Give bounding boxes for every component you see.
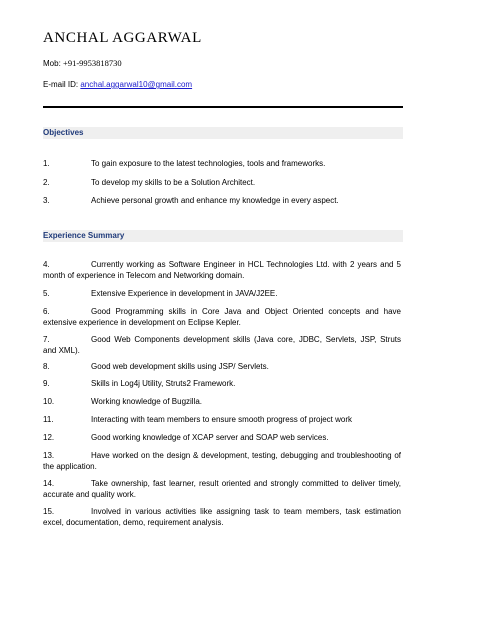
item-number: 13. xyxy=(43,451,55,460)
item-number: 1. xyxy=(43,159,50,168)
item-number: 3. xyxy=(43,196,50,205)
item-number: 8. xyxy=(43,362,50,371)
experience-heading: Experience Summary xyxy=(43,231,125,240)
list-item xyxy=(43,478,401,500)
list-item xyxy=(43,506,401,528)
item-number: 11. xyxy=(43,415,54,424)
item-text: Skills in Log4j Utility, Struts2 Framework. xyxy=(91,379,236,388)
email-line xyxy=(43,80,192,89)
list-item xyxy=(43,414,401,425)
list-item xyxy=(43,306,401,328)
item-number: 10. xyxy=(43,397,55,406)
item-text: Achieve personal growth and enhance my knowledge in every aspect. xyxy=(91,196,339,205)
item-text: Extensive Experience in development in JAVA/J2EE. xyxy=(91,289,278,298)
list-item xyxy=(43,396,401,407)
item-number: 14. xyxy=(43,479,55,488)
list-item xyxy=(43,432,401,443)
item-text: To develop my skills to be a Solution Architect. xyxy=(91,178,256,187)
item-text: Involved in various activities like assigning task to team members, task estimation excel, documentation, demo, requirement analysis. xyxy=(43,507,401,527)
candidate-name: ANCHAL AGGARWAL xyxy=(43,30,202,46)
list-item xyxy=(43,450,401,472)
list-item xyxy=(43,158,401,169)
item-number: 5. xyxy=(43,289,50,298)
item-number: 6. xyxy=(43,307,50,316)
list-item xyxy=(43,334,401,356)
item-number: 15. xyxy=(43,507,55,516)
item-text: Have worked on the design & development, testing, debugging and troubleshooting of the application. xyxy=(43,451,401,471)
item-text: Good Programming skills in Core Java and Object Oriented concepts and have extensive experience in development on Eclipse Kepler. xyxy=(43,307,401,327)
item-text: Currently working as Software Engineer in HCL Technologies Ltd. with 2 years and 5 month of experience in Telecom and Networking domain. xyxy=(43,260,401,280)
item-number: 12. xyxy=(43,433,55,442)
objectives-heading: Objectives xyxy=(43,128,84,137)
objectives-heading-bar xyxy=(43,127,403,139)
item-text: Interacting with team members to ensure smooth progress of project work xyxy=(91,415,352,424)
list-item xyxy=(43,195,401,206)
list-item xyxy=(43,378,401,389)
mobile-label: Mob: xyxy=(43,59,61,68)
item-text: Good web development skills using JSP/ Servlets. xyxy=(91,362,269,371)
list-item xyxy=(43,288,401,299)
item-number: 7. xyxy=(43,335,50,344)
item-text: Working knowledge of Bugzilla. xyxy=(91,397,203,406)
item-text: Take ownership, fast learner, result oriented and strongly committed to deliver timely, accurate and quality work. xyxy=(43,479,401,499)
email-label: E-mail ID: xyxy=(43,80,79,89)
item-number: 2. xyxy=(43,178,50,187)
mobile-line xyxy=(43,58,122,68)
mobile-number: +91-9953818730 xyxy=(63,58,122,68)
item-text: Good working knowledge of XCAP server and SOAP web services. xyxy=(91,433,329,442)
item-number: 9. xyxy=(43,379,50,388)
item-text: To gain exposure to the latest technologies, tools and frameworks. xyxy=(91,159,326,168)
header-divider xyxy=(43,106,403,108)
email-link[interactable]: anchal.aggarwal10@gmail.com xyxy=(80,80,193,89)
list-item xyxy=(43,177,401,188)
list-item xyxy=(43,361,401,372)
item-number: 4. xyxy=(43,260,50,269)
list-item xyxy=(43,259,401,281)
item-text: Good Web Components development skills (Java core, JDBC, Servlets, JSP, Struts and XML). xyxy=(43,335,401,355)
